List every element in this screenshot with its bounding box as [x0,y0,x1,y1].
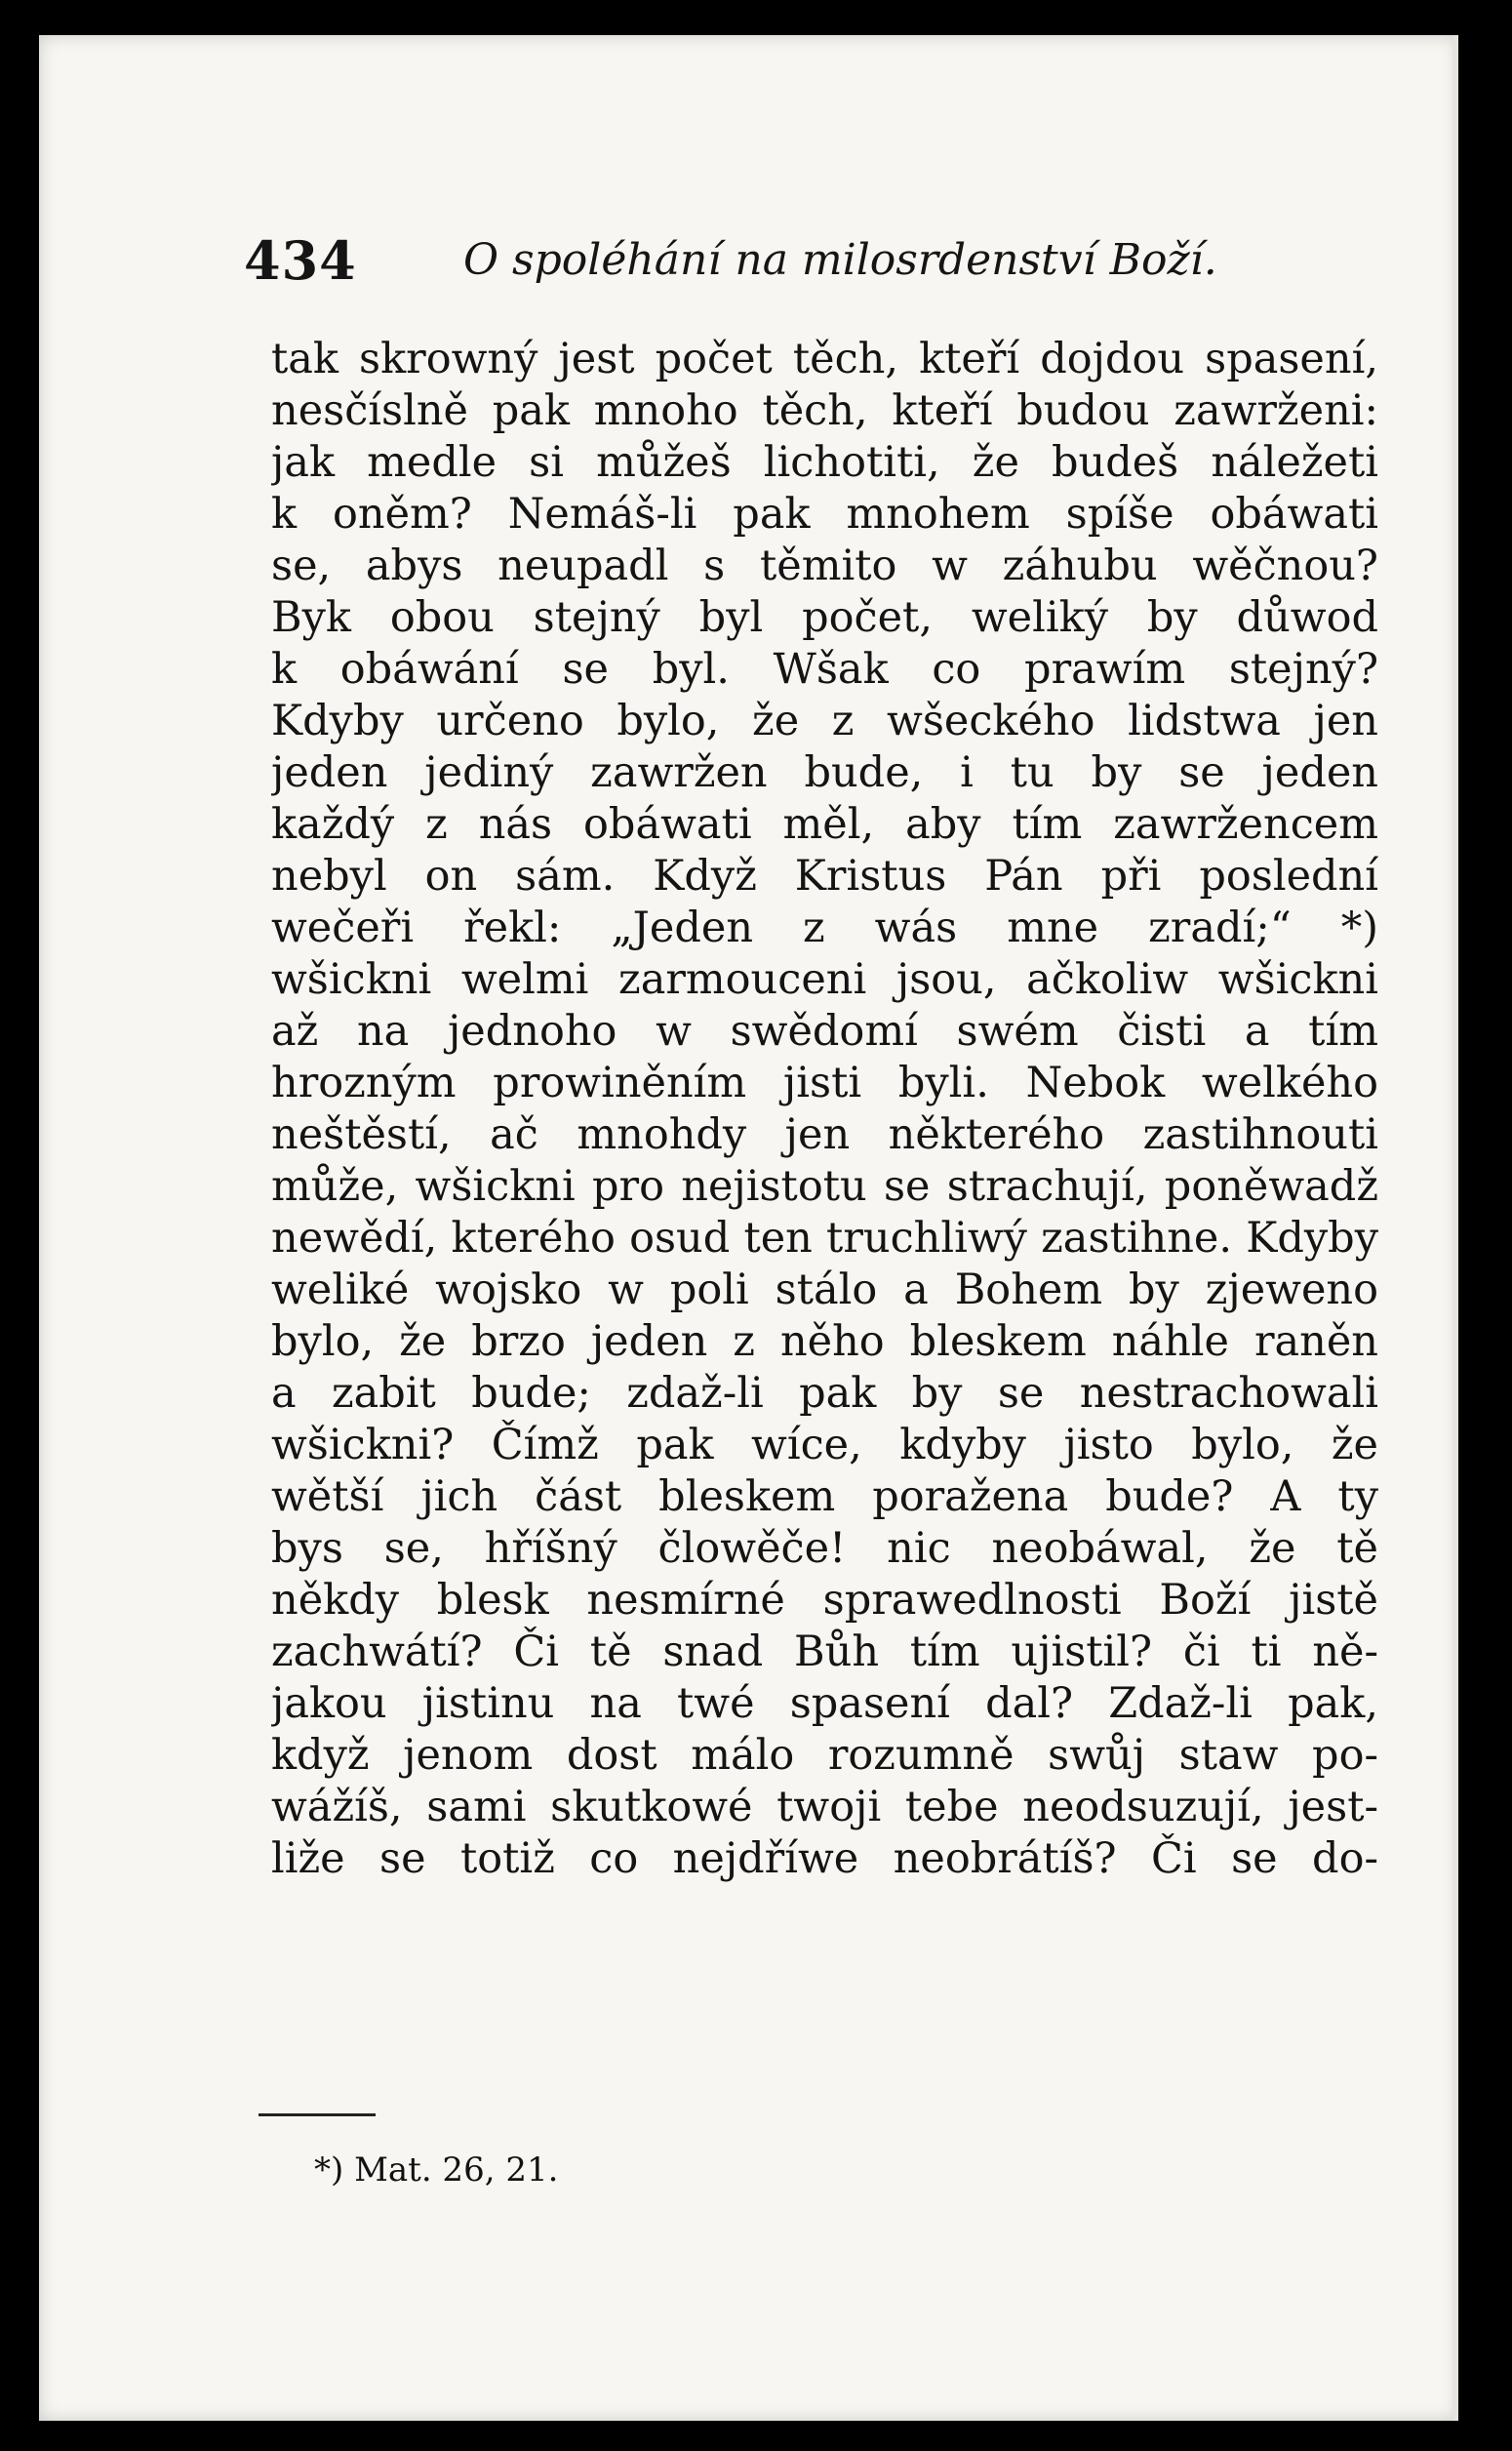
text-line: nebyl on sám. Když Kristus Pán při poslední [271,852,1378,901]
text-line: hrozným prowiněním jisti byli. Nebok welkého [271,1059,1378,1107]
page-number: 434 [244,229,357,292]
text-line: Kdyby určeno bylo, že z wšeckého lidstwa jen [271,697,1378,745]
text-line: nesčíslně pak mnoho těch, kteří budou zawrženi: [271,386,1378,435]
text-line: jak medle si můžeš lichotiti, že budeš náležeti [271,438,1378,487]
text-line: a zabit bude; zdaž-li pak by se nestrachowali [271,1369,1378,1418]
text-line: wětší jich část bleskem poražena bude? A ty [271,1472,1378,1521]
text-line: Byk obou stejný byl počet, weliký by důwod [271,593,1378,642]
text-line: k obáwání se byl. Wšak co prawím stejný? [271,645,1378,694]
text-line: bylo, že brzo jeden z něho bleskem náhle raněn [271,1317,1378,1366]
running-title: O spoléhání na milosrdenství Boží. [463,235,1217,285]
body-text [271,334,1378,1885]
footnote-rule [259,2113,376,2116]
text-line: zachwátí? Či tě snad Bůh tím ujistil? či ti ně- [271,1627,1378,1676]
text-line: k oněm? Nemáš-li pak mnohem spíše obáwati [271,490,1378,539]
text-line: když jenom dost málo rozumně swůj staw po- [271,1731,1378,1780]
text-line: weliké wojsko w poli stálo a Bohem by zjeweno [271,1266,1378,1314]
page-header [244,226,1217,295]
text-line: wšickni? Čímž pak wíce, kdyby jisto bylo, že [271,1421,1378,1469]
text-line: wážíš, sami skutkowé twoji tebe neodsuzují, jest- [271,1783,1378,1831]
text-line: až na jednoho w swědomí swém čisti a tím [271,1007,1378,1056]
text-line: wšickni welmi zarmouceni jsou, ačkoliw wšickni [271,955,1378,1004]
text-line: newědí, kterého osud ten truchliwý zastihne. Kdyby [271,1214,1378,1263]
text-line: liže se totiž co nejdříwe neobrátíš? Či se do- [271,1834,1378,1883]
text-line: jeden jediný zawržen bude, i tu by se jeden [271,748,1378,797]
text-line: neštěstí, ač mnohdy jen některého zastihnouti [271,1110,1378,1159]
text-line: každý z nás obáwati měl, aby tím zawržencem [271,800,1378,849]
footnote: *) Mat. 26, 21. [314,2150,559,2190]
page-edge [1452,35,1458,2421]
text-line: se, abys neupadl s těmito w záhubu wěčnou? [271,542,1378,590]
text-line: bys se, hříšný člowěče! nic neobáwal, že tě [271,1524,1378,1573]
text-line: může, wšickni pro nejistotu se strachují, poněwadž [271,1162,1378,1211]
text-line: wečeři řekl: „Jeden z wás mne zradí;“ *) [271,904,1378,952]
text-line: jakou jistinu na twé spasení dal? Zdaž-li pak, [271,1679,1378,1728]
book-page [39,35,1458,2421]
text-line: někdy blesk nesmírné sprawedlnosti Boží jistě [271,1576,1378,1625]
text-line: tak skrowný jest počet těch, kteří dojdou spasení, [271,335,1378,383]
